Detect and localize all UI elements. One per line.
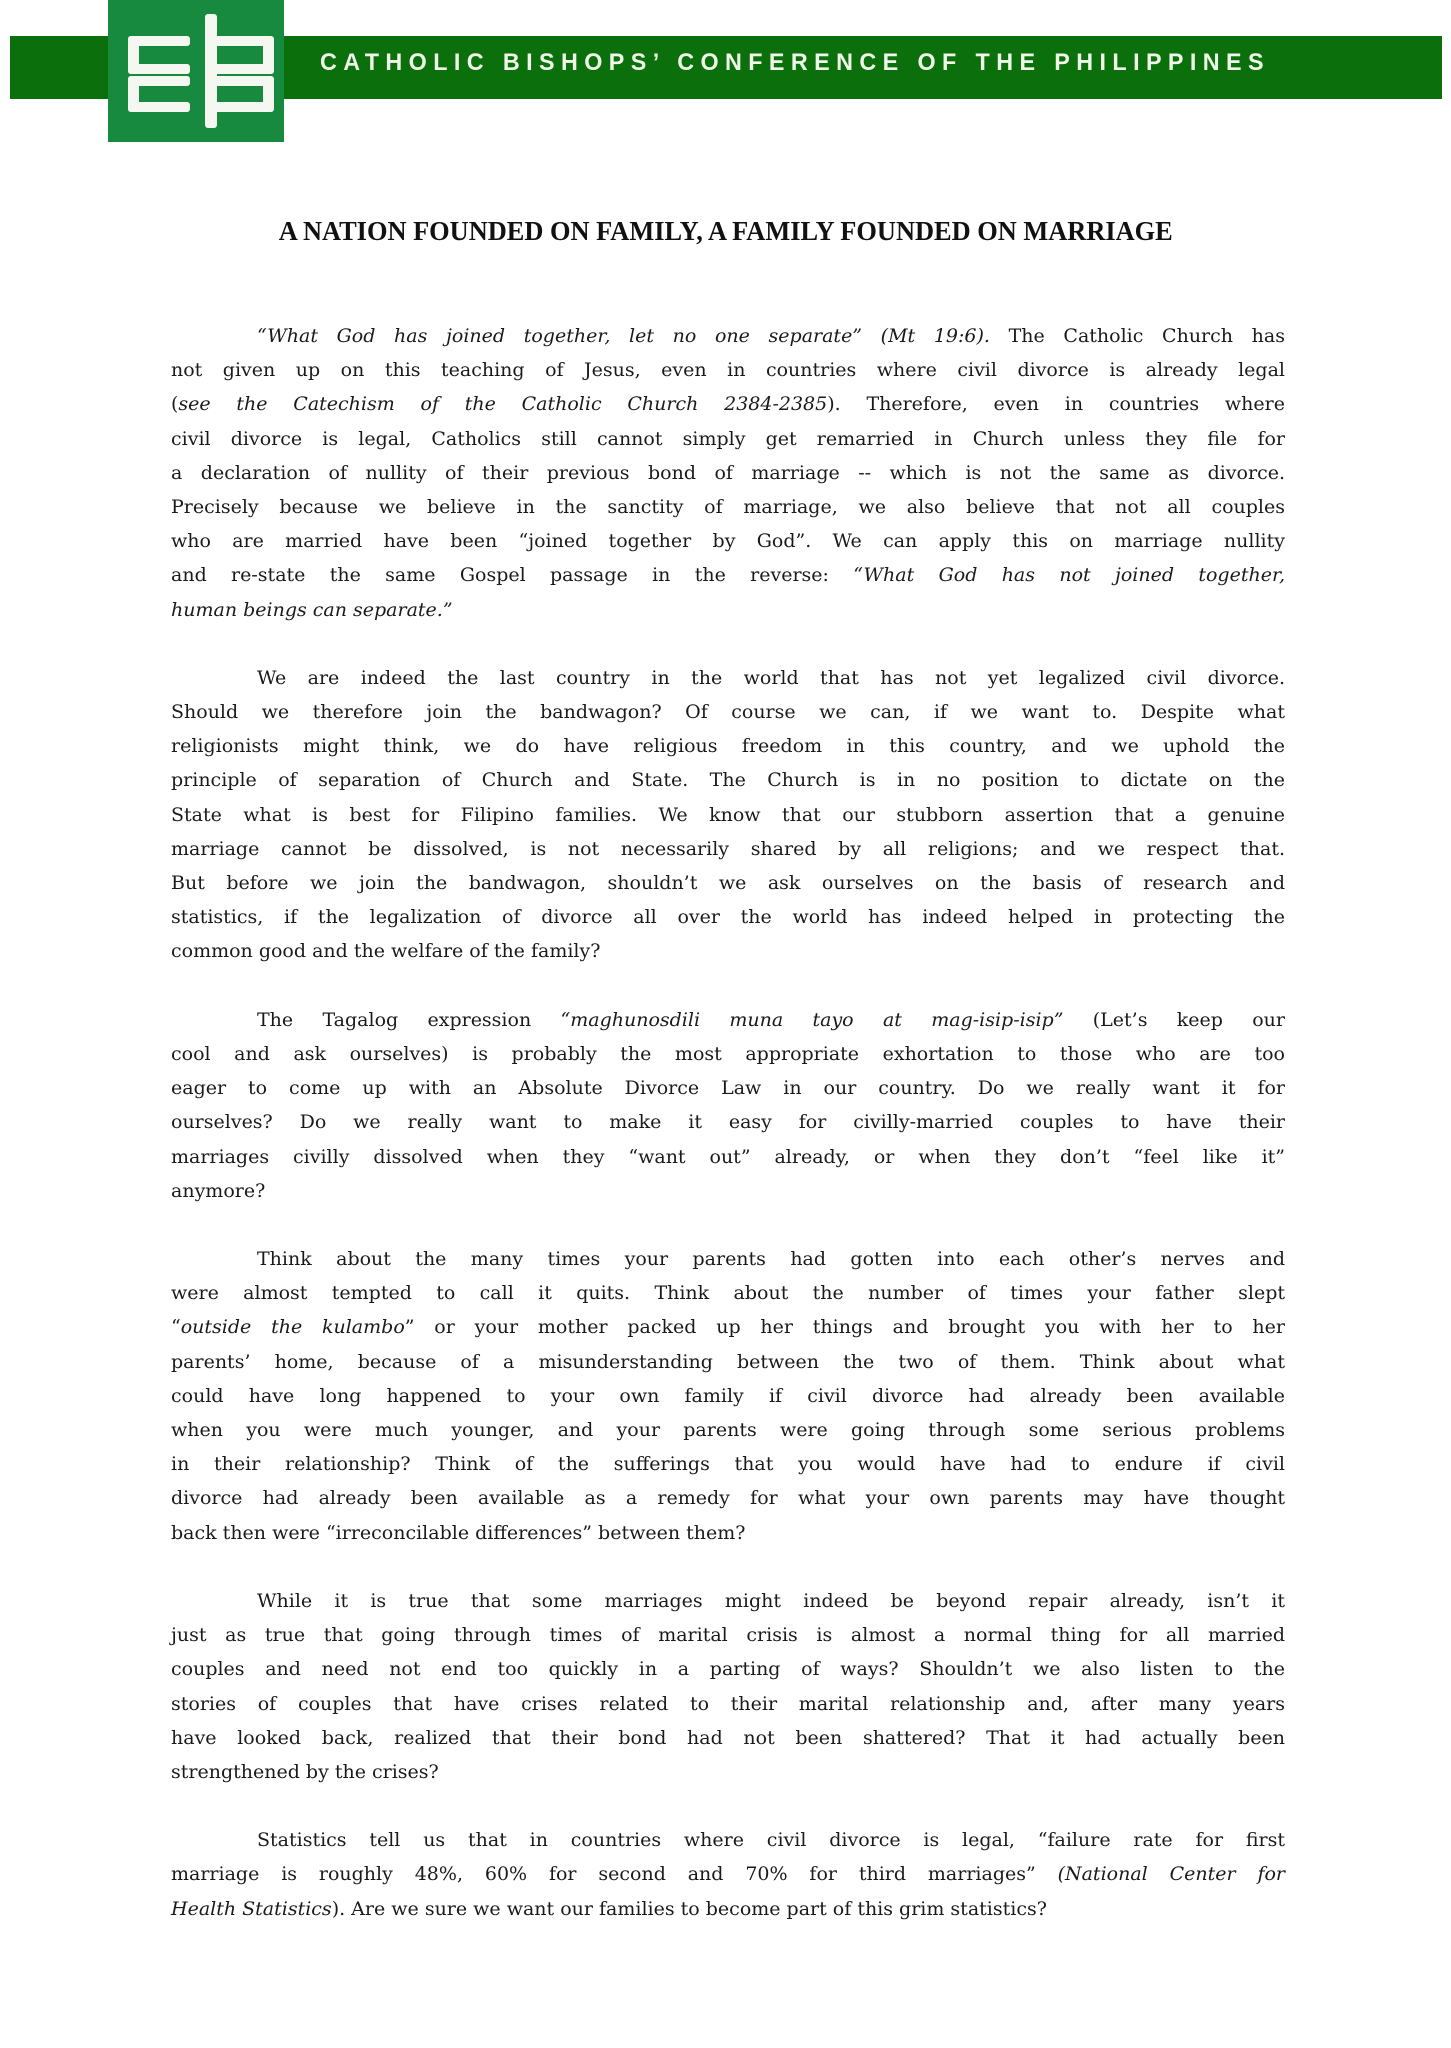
text-segment: strengthened by the crises? (171, 1760, 439, 1783)
italic-text: (National Center for (1057, 1863, 1285, 1886)
italic-text: “What God has joined together, let no one separate” (Mt 19:6). (257, 325, 990, 347)
text-line (171, 558, 1285, 592)
text-line (171, 1174, 1285, 1208)
text-segment: ). Are we sure we want our families to become part of this grim statistics? (331, 1897, 1047, 1920)
text-line (171, 763, 1285, 797)
text-segment: and re-state the same Gospel passage in the reverse: (171, 564, 854, 587)
paragraph (171, 1823, 1285, 1926)
text-segment: parents’ home, because of a misunderstanding between the two of them. Think about what (171, 1350, 1285, 1373)
text-line (171, 1721, 1285, 1755)
text-segment: We are indeed the last country in the world that has not yet legalized civil divorce. (257, 666, 1285, 689)
italic-text: Health Statistics (171, 1897, 332, 1920)
text-segment: anymore? (171, 1179, 266, 1202)
text-segment: a declaration of nullity of their previous bond of marriage -- which is not the same as divorce. (171, 461, 1285, 484)
text-line (171, 1140, 1285, 1174)
text-segment: ourselves? Do we really want to make it easy for civilly-married couples to have their (171, 1111, 1285, 1134)
text-segment: marriages civilly dissolved when they “want out” already, or when they don’t “feel like it” (171, 1145, 1285, 1168)
text-segment: The Catholic Church has (989, 325, 1285, 347)
text-segment: (Let’s keep our (1063, 1008, 1286, 1031)
text-line (171, 934, 1285, 968)
text-segment: ). Therefore, even in countries where (827, 393, 1285, 416)
text-segment: Precisely because we believe in the sanctity of marriage, we also believe that not all couples (171, 495, 1285, 518)
text-line (171, 1276, 1285, 1310)
paragraph (171, 661, 1285, 969)
text-line (171, 387, 1285, 421)
text-segment: But before we join the bandwagon, shouldn’t we ask ourselves on the basis of research and (171, 872, 1285, 894)
text-segment: State what is best for Filipino families. We know that our stubborn assertion that a genuine (171, 803, 1285, 826)
text-line (171, 695, 1285, 729)
text-line (171, 1447, 1285, 1481)
text-line (171, 1345, 1285, 1379)
text-segment: when you were much younger, and your parents were going through some serious problems (171, 1419, 1285, 1441)
text-segment: were almost tempted to call it quits. Think about the number of times your father slept (171, 1282, 1285, 1305)
text-line (171, 1516, 1285, 1550)
text-line (171, 1481, 1285, 1515)
text-segment: ” or your mother packed up her things and brought you with her to her (404, 1316, 1285, 1339)
cbcp-logo (108, 0, 284, 142)
text-line (171, 1892, 1285, 1926)
text-line (171, 1242, 1285, 1276)
text-segment: have looked back, realized that their bond had not been shattered? That it had actually been (171, 1726, 1285, 1749)
document-body (171, 319, 1285, 1960)
text-segment: statistics, if the legalization of divorce all over the world has indeed helped in protecting the (171, 906, 1285, 929)
text-line (171, 422, 1285, 456)
italic-text: outside the kulambo (180, 1316, 405, 1339)
text-line (171, 1379, 1285, 1413)
text-line (171, 1857, 1285, 1891)
text-segment: common good and the welfare of the family? (171, 940, 601, 963)
text-line (171, 1310, 1285, 1344)
italic-text: “What God has not joined together, (853, 564, 1285, 587)
italic-text: human beings can separate.” (171, 598, 453, 621)
text-segment: divorce had already been available as a remedy for what your own parents may have thought (171, 1487, 1285, 1510)
text-segment: eager to come up with an Absolute Divorce Law in our country. Do we really want it for (171, 1077, 1285, 1100)
text-segment: Think about the many times your parents had gotten into each other’s nerves and (257, 1248, 1285, 1271)
text-line (171, 524, 1285, 558)
text-line (171, 1037, 1285, 1071)
text-line (171, 900, 1285, 934)
text-line (171, 832, 1285, 866)
text-segment: marriage is roughly 48%, 60% for second and 70% for third marriages” (171, 1863, 1058, 1886)
paragraph (171, 1242, 1285, 1550)
text-line (171, 490, 1285, 524)
paragraph (171, 1003, 1285, 1208)
text-line (171, 661, 1285, 695)
document-title-container (0, 216, 1451, 247)
text-segment: just as true that going through times of marital crisis is almost a normal thing for all married (171, 1624, 1285, 1647)
organization-name: CATHOLIC BISHOPS’ CONFERENCE OF THE PHILIPPINES (320, 49, 1270, 76)
text-segment: ( (171, 393, 179, 416)
text-line (171, 1584, 1285, 1618)
text-line (171, 1687, 1285, 1721)
text-segment: While it is true that some marriages might indeed be beyond repair already, isn’t it (257, 1589, 1285, 1612)
text-segment: not given up on this teaching of Jesus, even in countries where civil divorce is already legal (171, 359, 1285, 382)
cbcp-logo-icon (108, 0, 284, 142)
text-line (171, 1071, 1285, 1105)
italic-text: see the Catechism of the Catholic Church 2384-2385 (178, 393, 828, 416)
text-line (171, 729, 1285, 763)
paragraph (171, 319, 1285, 627)
text-segment: Should we therefore join the bandwagon? Of course we can, if we want to. Despite what (171, 701, 1285, 724)
text-segment: stories of couples that have crises related to their marital relationship and, after many years (171, 1692, 1285, 1715)
text-line (171, 593, 1285, 627)
text-line (171, 866, 1285, 900)
text-line (171, 353, 1285, 387)
text-segment: The Tagalog expression (257, 1008, 561, 1031)
text-line (171, 1618, 1285, 1652)
text-line (171, 1823, 1285, 1857)
text-segment: “ (171, 1316, 181, 1339)
text-segment: couples and need not end too quickly in a parting of ways? Shouldn’t we also listen to the (171, 1658, 1285, 1681)
text-line (171, 1755, 1285, 1789)
document-title: A NATION FOUNDED ON FAMILY, A FAMILY FOUNDED ON MARRIAGE (278, 216, 1173, 246)
text-line (171, 1105, 1285, 1139)
text-segment: principle of separation of Church and State. The Church is in no position to dictate on the (171, 769, 1285, 792)
text-segment: marriage cannot be dissolved, is not necessarily shared by all religions; and we respect that. (171, 837, 1285, 860)
text-segment: back then were “irreconcilable differences” between them? (171, 1521, 746, 1544)
text-segment: could have long happened to your own family if civil divorce had already been available (171, 1384, 1285, 1407)
text-segment: who are married have been “joined together by God”. We can apply this on marriage nullity (171, 530, 1285, 553)
text-segment: in their relationship? Think of the sufferings that you would have had to endure if civil (171, 1453, 1285, 1476)
paragraph (171, 1584, 1285, 1789)
text-line (171, 1413, 1285, 1447)
text-line (171, 456, 1285, 490)
text-segment: civil divorce is legal, Catholics still cannot simply get remarried in Church unless they file for (171, 427, 1285, 450)
text-line (171, 1652, 1285, 1686)
text-line (171, 1003, 1285, 1037)
text-segment: religionists might think, we do have religious freedom in this country, and we uphold the (171, 735, 1285, 758)
text-line (171, 798, 1285, 832)
text-line (171, 319, 1285, 353)
text-segment: Statistics tell us that in countries where civil divorce is legal, “failure rate for first (257, 1829, 1285, 1852)
italic-text: “maghunosdili muna tayo at mag-isip-isip” (560, 1008, 1064, 1031)
text-segment: cool and ask ourselves) is probably the most appropriate exhortation to those who are too (171, 1042, 1285, 1065)
